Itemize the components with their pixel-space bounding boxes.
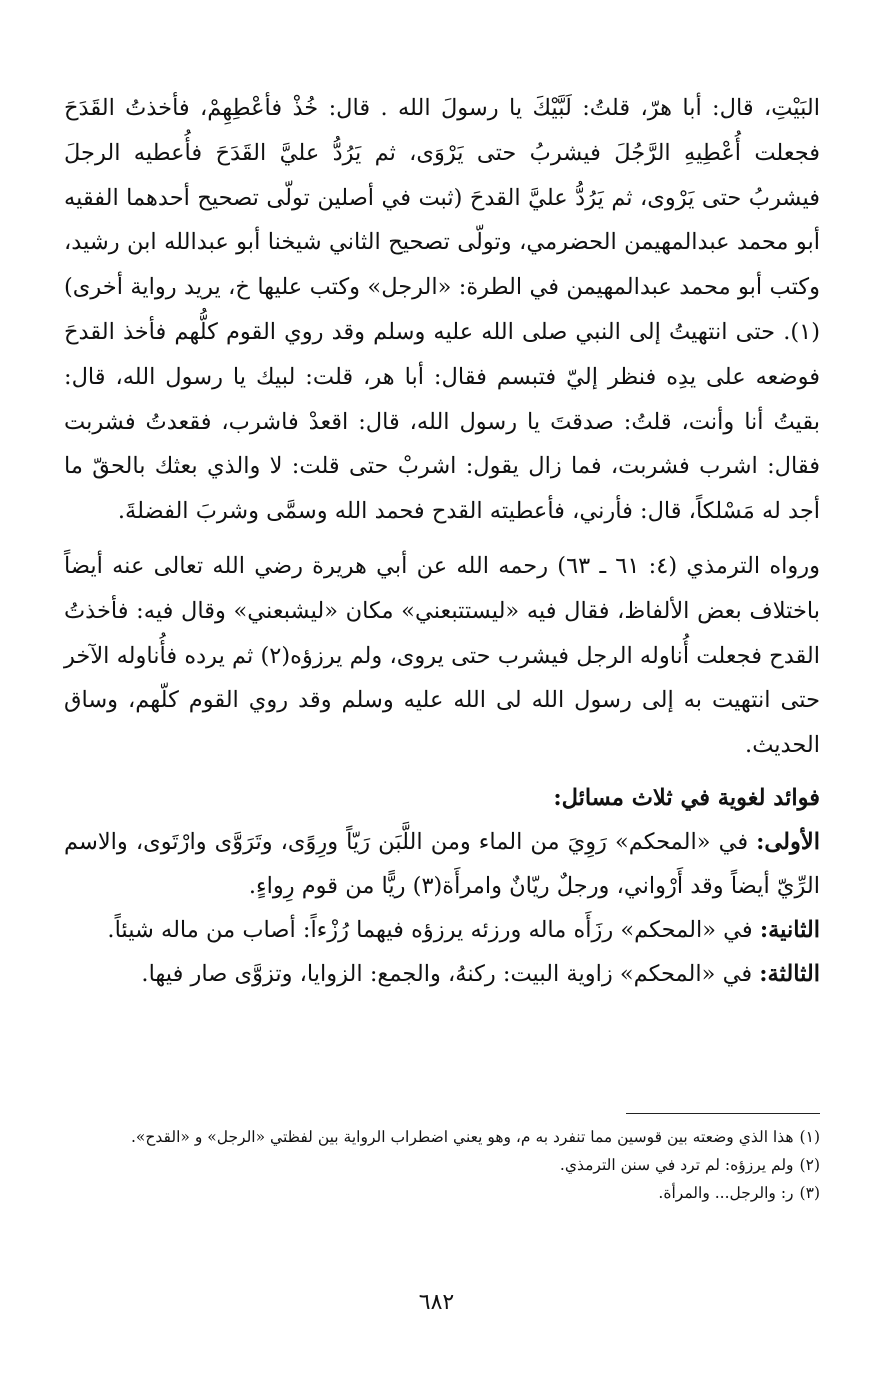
footnote-1 xyxy=(64,1124,820,1150)
item-text: في «المحكم» رزَأَه ماله ورزئه يرزؤه فيهما رُزْءاً: أصاب من ماله شيئاً. xyxy=(107,916,760,943)
footnote-number: (١) xyxy=(799,1128,820,1146)
footnote-3 xyxy=(64,1180,820,1206)
footnote-number: (٢) xyxy=(799,1156,820,1174)
footnote-divider xyxy=(626,1113,820,1114)
footnote-text: ولم يرزؤه: لم ترد في سنن الترمذي. xyxy=(559,1156,794,1174)
footnotes xyxy=(64,1124,820,1208)
section-heading: فوائد لغوية في ثلاث مسائل: xyxy=(553,784,820,811)
section-item-1 xyxy=(64,820,820,908)
body-paragraph-2: ورواه الترمذي (٤: ٦١ ـ ٦٣) رحمه الله عن أبي هريرة رضي الله تعالى عنه أيضاً باختلاف بعض الألفاظ، فقال فيه «ليستتبعني» مكان «ليشبعني» وقال فيه: فأخذتُ القدح فجعلت أُناوله الرجل فيشرب حتى يروى، ولم يرزؤه(٢) ثم يرده فأُناوله الآخر حتى انتهيت به إلى رسول الله لى الله عليه وسلم وقد روي القوم كلّهم، وساق الحديث. xyxy=(64,552,820,759)
item-lead: الثالثة: xyxy=(759,960,820,987)
page-body xyxy=(64,86,820,996)
footnote-2 xyxy=(64,1152,820,1178)
footnote-number: (٣) xyxy=(799,1184,820,1202)
footnote-text: هذا الذي وضعته بين قوسين مما تنفرد به م، وهو يعني اضطراب الرواية بين لفظتي «الرجل» و «القدح». xyxy=(130,1128,794,1146)
item-text: في «المحكم» رَوِيَ من الماء ومن اللَّبَن رَيّاً ورِوًى، وتَرَوَّى وارْتَوى، والاسم الرِّيّ أيضاً وقد أَرْواني، ورجلٌ ريّانٌ وامرأَة(٣) ريًّا من قوم رِواءٍ. xyxy=(64,828,820,899)
section-item-3 xyxy=(64,952,820,996)
section-item-2 xyxy=(64,908,820,952)
body-paragraph-1: البَيْتِ، قال: أبا هرّ، قلتُ: لَبَّيْكَ يا رسولَ الله . قال: خُذْ فأعْطِهِمْ، فأخذتُ القَدَحَ فجعلت أُعْطِيهِ الرَّجُلَ فيشربُ حتى يَرْوَى، ثم يَرُدُّ عليَّ القَدَحَ فأُعطيه الرجلَ فيشربُ حتى يَرْوى، ثم يَرُدُّ عليَّ القدحَ (ثبت في أصلين تولّى تصحيح أحدهما الفقيه أبو محمد عبدالمهيمن الحضرمي، وتولّى تصحيح الثاني شيخنا أبو عبدالله ابن رشيد، وكتب أبو محمد عبدالمهيمن في الطرة: «الرجل» وكتب عليها خ، يريد رواية أخرى)(١). حتى انتهيتُ إلى النبي صلى الله عليه وسلم وقد روي القوم كلُّهم فأخذ القدحَ فوضعه على يدِه فنظر إليّ فتبسم فقال: أبا هر، قلت: لبيك يا رسول الله، قال: بقيتُ أنا وأنت، قلتُ: صدقتَ يا رسول الله، قال: اقعدْ فاشرب، فقعدتُ فشربت فقال: اشرب فشربت، فما زال يقول: اشربْ حتى قلت: لا والذي بعثك بالحقّ ما أجد له مَسْلكاً، قال: فأرني، فأعطيته القدح فحمد الله وسمَّى وشربَ الفضلةَ. xyxy=(64,95,820,525)
item-lead: الأولى: xyxy=(756,828,820,855)
footnote-text: ر: والرجل... والمرأة. xyxy=(658,1184,794,1202)
page-number: ٦٨٢ xyxy=(418,1290,455,1315)
item-text: في «المحكم» زاوية البيت: ركنهُ، والجمع: الزوايا، وتزوَّى صار فيها. xyxy=(141,960,760,987)
item-lead: الثانية: xyxy=(759,916,820,943)
